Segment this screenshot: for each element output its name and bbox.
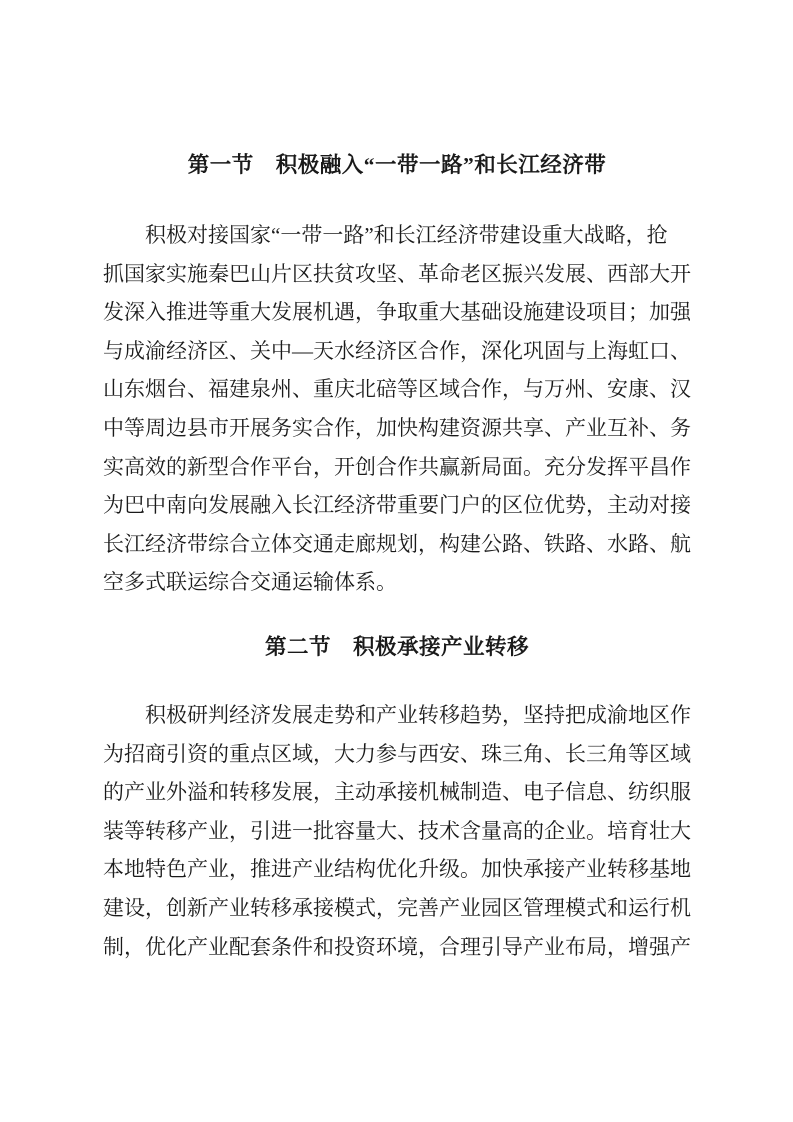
text-line: 积极对接国家“一带一路”和长江经济带建设重大战略，抢 bbox=[145, 223, 668, 247]
text-line: 与成渝经济区、关中—天水经济区合作，深化巩固与上海虹口、 bbox=[103, 338, 691, 363]
text-line: 装等转移产业，引进一批容量大、技术含量高的企业。培育壮大 bbox=[103, 818, 691, 843]
section-1-paragraph bbox=[103, 216, 691, 602]
section-2-heading: 第二节 积极承接产业转移 bbox=[264, 634, 529, 659]
text-line: 长江经济带综合立体交通走廊规划，构建公路、铁路、水路、航 bbox=[103, 531, 691, 556]
text-line: 制，优化产业配套条件和投资环境，合理引导产业布局，增强产 bbox=[103, 934, 691, 959]
text-line: 本地特色产业，推进产业结构优化升级。加快承接产业转移基地 bbox=[103, 857, 691, 882]
text-line: 抓国家实施秦巴山片区扶贫攻坚、革命老区振兴发展、西部大开 bbox=[103, 261, 691, 286]
text-line: 为巴中南向发展融入长江经济带重要门户的区位优势，主动对接 bbox=[103, 493, 691, 518]
text-line: 发深入推进等重大发展机遇，争取重大基础设施建设项目；加强 bbox=[103, 300, 691, 325]
text-line: 山东烟台、福建泉州、重庆北碚等区域合作，与万州、安康、汉 bbox=[103, 377, 691, 402]
text-line: 中等周边县市开展务实合作，加快构建资源共享、产业互补、务 bbox=[103, 415, 691, 440]
text-line: 积极研判经济发展走势和产业转移趋势，坚持把成渝地区作 bbox=[145, 702, 691, 727]
text-line: 建设，创新产业转移承接模式，完善产业园区管理模式和运行机 bbox=[103, 895, 691, 920]
text-line: 实高效的新型合作平台，开创合作共赢新局面。充分发挥平昌作 bbox=[103, 454, 691, 479]
text-line: 的产业外溢和转移发展，主动承接机械制造、电子信息、纺织服 bbox=[103, 780, 691, 805]
text-line: 空多式联运综合交通运输体系。 bbox=[103, 570, 397, 595]
document-content bbox=[103, 0, 691, 966]
section-1-heading: 第一节 积极融入“一带一路”和长江经济带 bbox=[187, 153, 607, 177]
section-2-paragraph bbox=[103, 696, 691, 966]
text-line: 为招商引资的重点区域，大力参与西安、珠三角、长三角等区域 bbox=[103, 741, 691, 766]
